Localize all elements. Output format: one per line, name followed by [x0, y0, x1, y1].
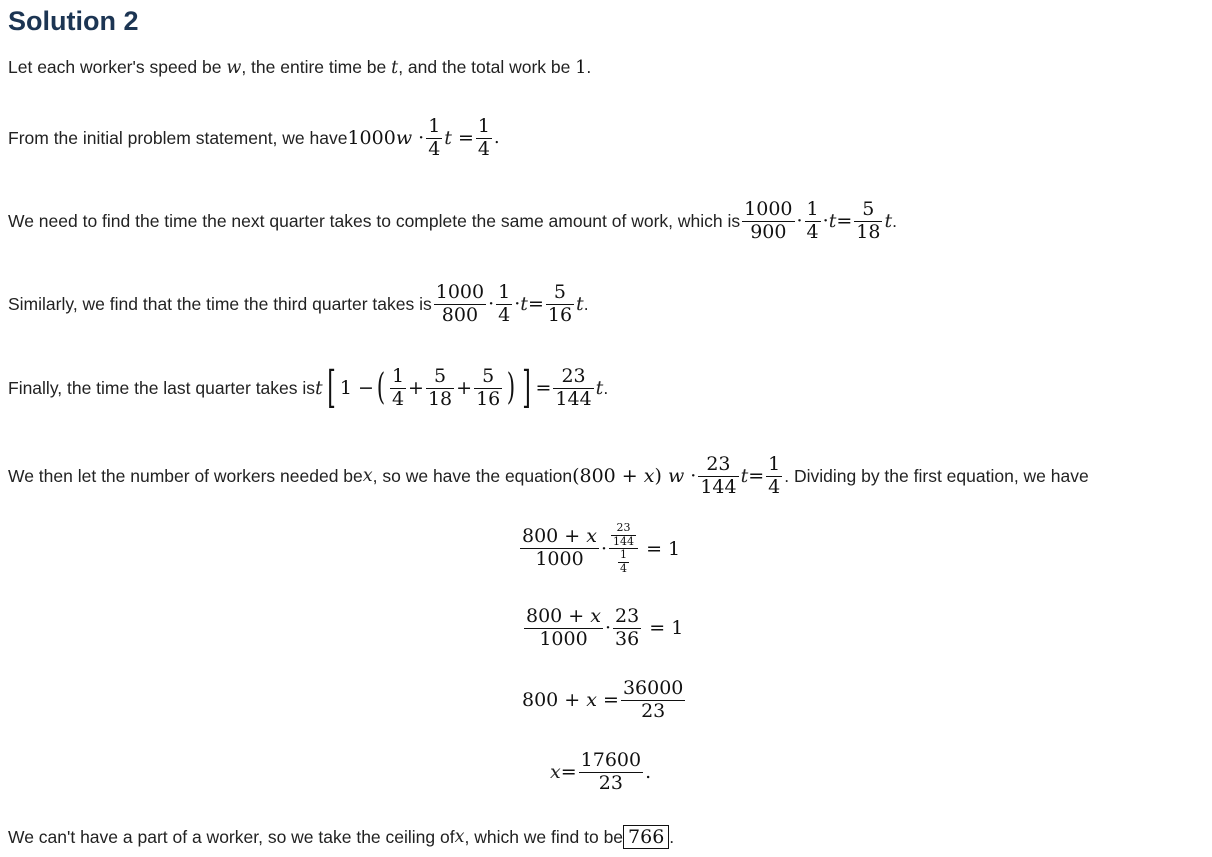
display-equation-2: $\frac{800 + x}{1000}$ · $\frac{23}{36}$ = 1 — [526, 605, 684, 650]
paragraph-initial-equation: From the initial problem statement, we have 1000w · $\frac{1}{4}$ t = $\frac{1}{4}$ . — [8, 115, 500, 160]
paragraph-last-quarter: Finally, the time the last quarter takes is t [ 1 − ( $\frac{1}{4}$ + $\frac{5}{18}$ + $\frac{5}{16}$ ) ] = $\frac{23}{144}$ t . — [8, 362, 609, 414]
display-equation-1: $\frac{800 + x}{1000}$ · $\frac{\frac{23}{144}}{\frac{1}{4}}$ = 1 — [522, 521, 681, 575]
page-title: Solution 2 — [8, 6, 139, 36]
paragraph-conclusion: We can't have a part of a worker, so we take the ceiling of x , which we find to be 766 . — [8, 826, 675, 848]
paragraph-worker-equation: We then let the number of workers needed be x , so we have the equation (800 + x) w · $\frac{23}{144}$ t = $\frac{1}{4}$ . Dividing by the first equation, we have — [8, 453, 1089, 498]
paragraph-second-quarter: We need to find the time the next quarter takes to complete the same amount of work, which is $\frac{1000}{900}$ · $\frac{1}{4}$ · t = $\frac{5}{18}$ t . — [8, 198, 897, 243]
display-equation-4: x = $\frac{17600}{23}$ . — [550, 749, 652, 794]
answer-box: 766 — [623, 825, 669, 849]
paragraph-third-quarter: Similarly, we find that the time the third quarter takes is $\frac{1000}{800}$ · $\frac{1}{4}$ · t = $\frac{5}{16}$ t . — [8, 281, 589, 326]
display-equation-3: 800 + x = $\frac{36000}{23}$ — [522, 677, 684, 722]
paragraph-variables: Let each worker's speed be w, the entire time be t, and the total work be 1. — [8, 57, 592, 78]
equation-initial: 1000w · — [347, 127, 425, 150]
